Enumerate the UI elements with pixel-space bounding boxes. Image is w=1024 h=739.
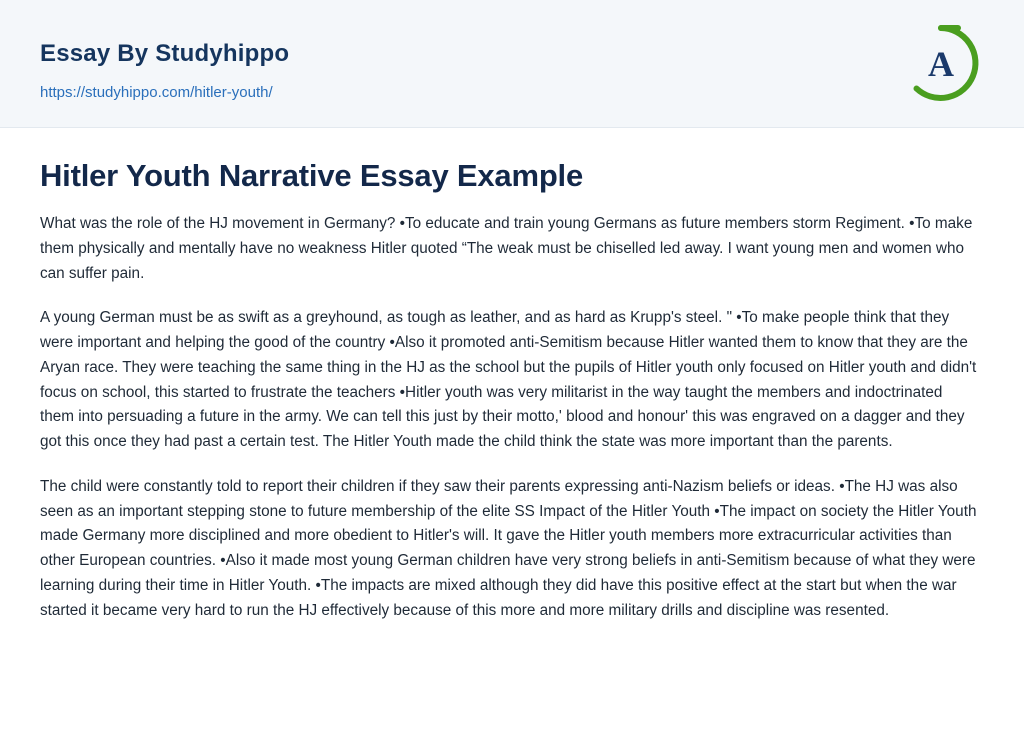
article-paragraph: The child were constantly told to report their children if they saw their parents expressing anti-Nazism beliefs or ideas. •The HJ was also seen as an important stepping stone to future membership of the elite SS Impact of the Hitler Youth •The impact on society the Hitler Youth made Germany more disciplined and more obedient to Hitler's will. It gave the Hitler youth members more extracurricular activities than other European countries. •Also it made most young German children have very strong beliefs in anti-Semitism because of what they were learning during their time in Hitler Youth. •The impacts are mixed although they did have this positive effect at the start but when the war started it became very hard to run the HJ effectively because of this more and more military drills and discipline was resented. — [40, 477, 977, 619]
article-content — [0, 128, 1024, 623]
studyhippo-circle-a-logo — [900, 22, 982, 104]
article-paragraph: What was the role of the HJ movement in Germany? •To educate and train young Germans as future members storm Regiment. •To make them physically and mentally have no weakness Hitler quoted “The weak must be chiselled led away. I want young men and women who can suffer pain. — [40, 215, 973, 282]
site-header — [0, 0, 1024, 128]
source-url-link[interactable]: https://studyhippo.com/hitler-youth/ — [40, 84, 273, 101]
svg-text:A: A — [928, 44, 954, 84]
page-title: Hitler Youth Narrative Essay Example — [40, 158, 584, 193]
site-brand-title: Essay By Studyhippo — [40, 40, 290, 67]
article-paragraph: A young German must be as swift as a greyhound, as tough as leather, and as hard as Krupp's steel. " •To make people think that they were important and helping the good of the country •Also it promoted anti-Semitism because Hitler wanted them to know that they are the Aryan race. They were teaching the same thing in the HJ as the school but the pupils of Hitler youth only focused on Hitler youth and didn't focus on school, this started to frustrate the teachers •Hitler youth was very militarist in the way taught the members and indoctrinated them into persuading a future in the army. We can tell this just by their motto,' blood and honour' this was engraved on a dagger and they got this once they had past a certain test. The Hitler Youth made the child think the state was more important than the parents. — [40, 309, 977, 451]
